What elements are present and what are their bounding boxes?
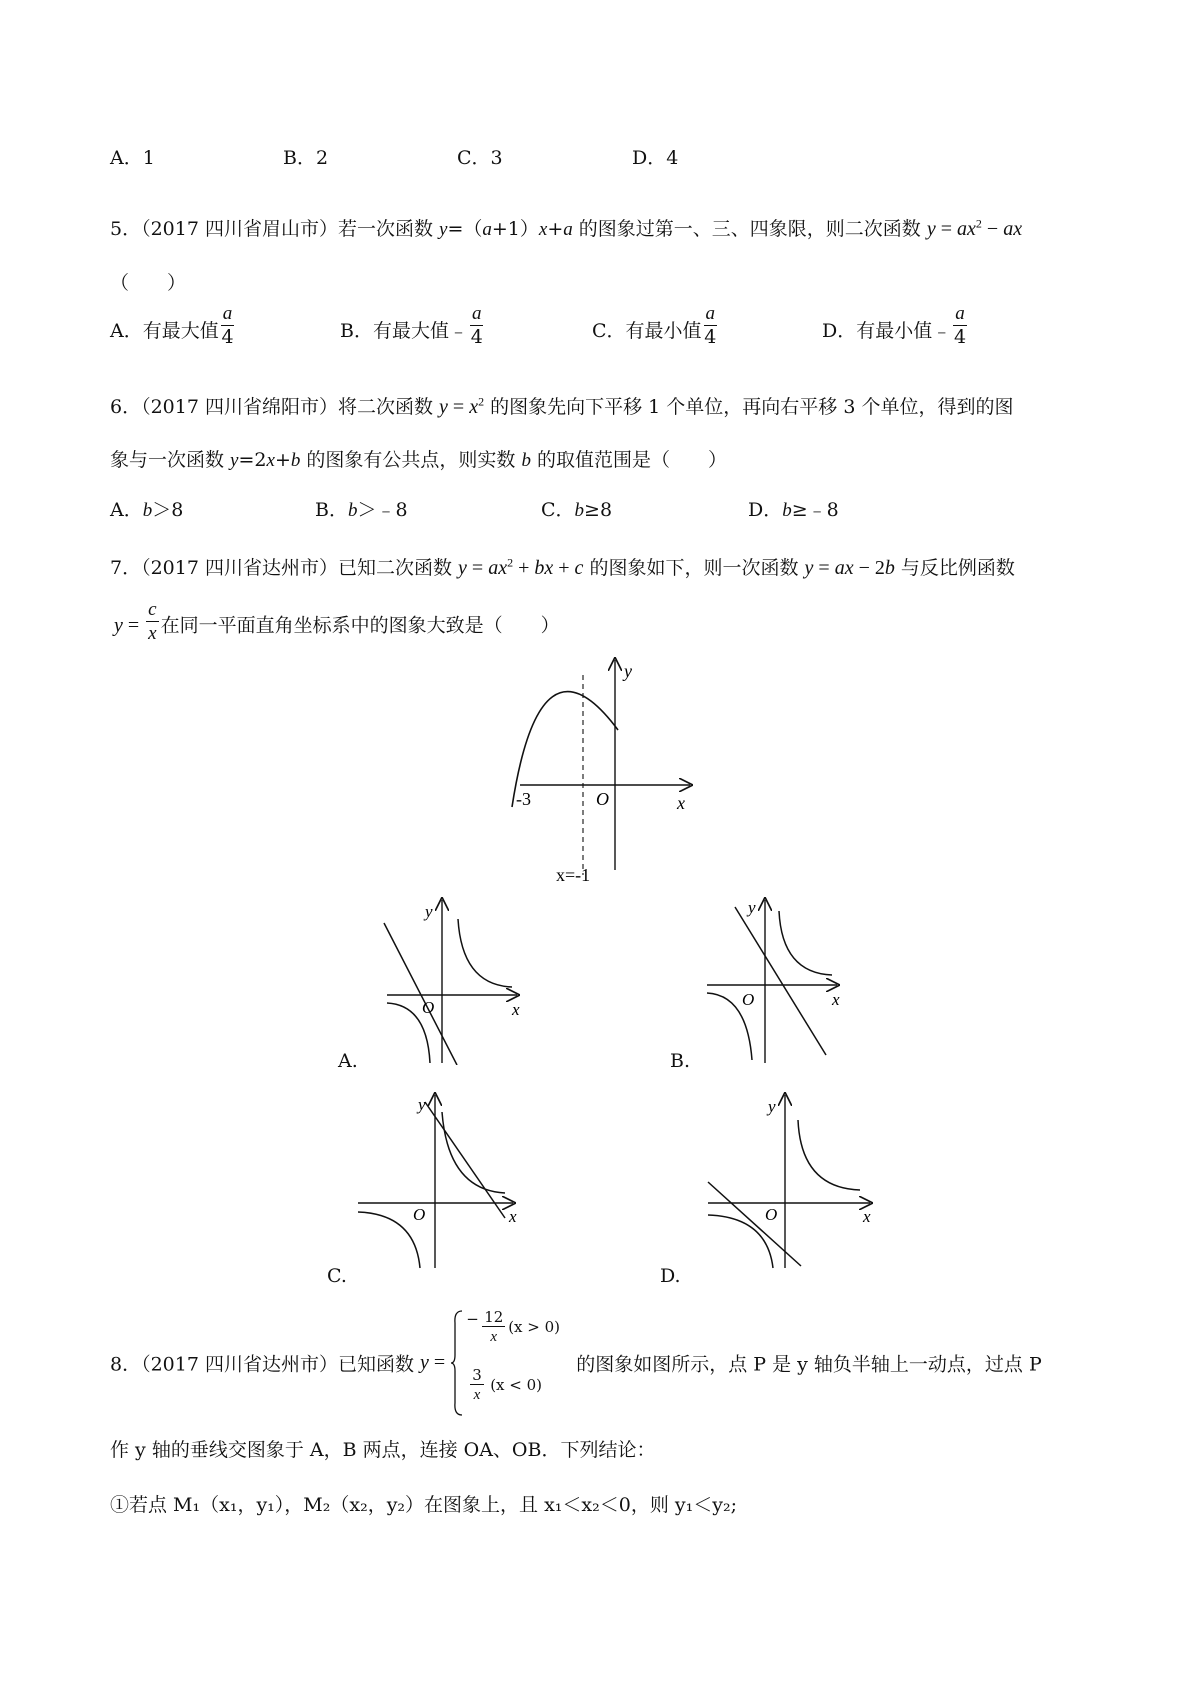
q4-option-c: C．3 <box>457 147 503 169</box>
q6-option-d: D．b≥﹣8 <box>748 499 839 521</box>
label-origin: O <box>596 789 609 809</box>
label-neg3: -3 <box>516 789 531 809</box>
q5-stem: 5．（2017 四川省眉山市）若一次函数 y=（a+1）x+a 的图象过第一、三、四象限，则二次函数 $y = ax^2$ − ax <box>110 216 1023 240</box>
q7-choice-b-label: B. <box>670 1050 691 1072</box>
linear-function <box>425 1102 505 1218</box>
q7-choice-c-graph <box>355 1090 530 1270</box>
label-y: y <box>418 1095 426 1114</box>
hyperbola-branch-2 <box>358 1212 420 1268</box>
q4-option-b: B．2 <box>283 147 329 169</box>
hyperbola-branch-1 <box>442 1112 505 1193</box>
hyperbola-branch-1 <box>779 911 832 975</box>
q8-statement-1: ①若点 M₁（x₁，y₁），M₂（x₂，y₂）在图象上，且 x₁＜x₂＜0，则 y₁＜y₂; <box>110 1494 737 1516</box>
label-y: y <box>624 661 632 681</box>
q6-stem-line1: 6．（2017 四川省绵阳市）将二次函数 $y = x^2$ 的图象先向下平移 1 个单位，再向右平移 3 个单位，得到的图 <box>110 394 1014 418</box>
label-x: x <box>677 793 685 813</box>
label-origin: O <box>742 990 755 1009</box>
q6-option-c: C．b≥8 <box>541 499 613 521</box>
q6-stem-line2: 象与一次函数 y=2x+b 的图象有公共点，则实数 b 的取值范围是（ ） <box>110 449 727 471</box>
label-x: x <box>863 1207 871 1226</box>
label-y: y <box>425 902 433 921</box>
q5-option-d: D．有最小值﹣ $\frac{a}{4}$ <box>822 303 967 348</box>
q7-choice-a-label: A. <box>338 1050 358 1072</box>
q6-option-a: A．b＞8 <box>110 499 184 521</box>
q6-option-b: B．b＞﹣8 <box>315 499 408 521</box>
linear-function <box>708 1182 801 1266</box>
label-x: x <box>832 990 840 1009</box>
q5-option-a: A．有最大值 $\frac{a}{4}$ <box>110 303 234 348</box>
label-axis: x=-1 <box>556 865 591 885</box>
q7-choice-b-graph <box>702 895 852 1065</box>
q4-option-d: D．4 <box>632 147 679 169</box>
q5-paren: （ ） <box>110 272 187 294</box>
hyperbola-branch-1 <box>798 1120 860 1190</box>
q8-stem-line2: 作 y 轴的垂线交图象于 A，B 两点，连接 OA、OB．下列结论： <box>110 1439 656 1461</box>
q8-stem-line1: 8．（2017 四川省达州市）已知函数 y = − $\frac{12}{x}$ (x > 0) $\frac{3}{x}$ (x < 0) 的图象如图所示，点 P 是 y 轴负半轴上一动点，过点 P <box>110 1308 1042 1418</box>
q7-choice-c-label: C. <box>327 1265 347 1287</box>
label-y: y <box>748 898 756 917</box>
q4-option-a: A．1 <box>110 147 155 169</box>
label-origin: O <box>413 1205 426 1224</box>
hyperbola-branch-1 <box>458 919 512 987</box>
linear-function <box>384 923 457 1065</box>
label-origin: O <box>765 1205 778 1224</box>
label-origin: O <box>422 998 435 1017</box>
label-x: x <box>509 1207 517 1226</box>
q7-choice-d-label: D. <box>660 1265 681 1287</box>
q5-option-b: B．有最大值﹣ $\frac{a}{4}$ <box>340 303 483 348</box>
hyperbola-branch-2 <box>708 1215 773 1268</box>
q7-choice-d-graph <box>705 1090 880 1270</box>
q7-main-graph <box>500 655 700 885</box>
q7-stem-line2: y = $\frac{c}{x}$ 在同一平面直角坐标系中的图象大致是（ ） <box>114 599 560 644</box>
q7-choice-a-graph <box>382 895 532 1065</box>
piecewise-function: − $\frac{12}{x}$ (x > 0) $\frac{3}{x}$ (x < 0) <box>450 1308 570 1418</box>
q7-stem-line1: 7．（2017 四川省达州市）已知二次函数 $y = ax^2$ + bx + c 的图象如下，则一次函数 y = ax − 2b 与反比例函数 <box>110 555 1015 579</box>
label-x: x <box>512 1000 520 1019</box>
label-y: y <box>768 1097 776 1116</box>
q5-option-c: C．有最小值 $\frac{a}{4}$ <box>592 303 717 348</box>
